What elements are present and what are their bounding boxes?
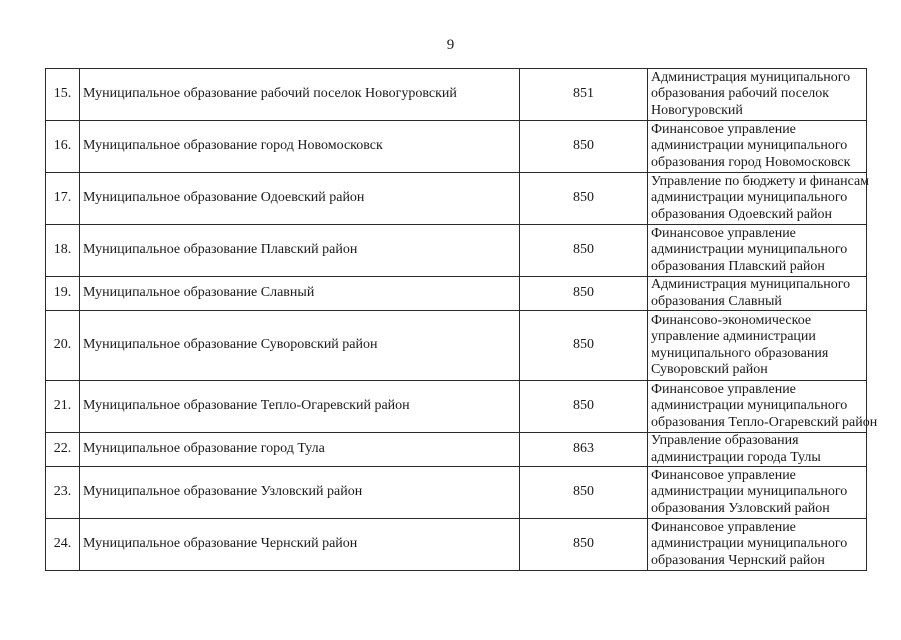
administrator-line: администрации муниципального	[651, 242, 848, 258]
row-number: 15.	[46, 69, 80, 121]
administrator-line: управление администрации	[651, 329, 816, 344]
administrator-line: образования Узловский район	[651, 500, 830, 516]
administrator-name	[648, 173, 870, 225]
administrator-line: Управление по бюджету и финансам	[651, 173, 870, 189]
budget-code: 850	[520, 277, 648, 311]
row-number: 17.	[46, 173, 80, 225]
budget-code: 850	[520, 173, 648, 225]
administrator-line: Суворовский район	[651, 362, 768, 377]
administrator-line: администрации муниципального	[651, 398, 848, 414]
row-number: 24.	[46, 519, 80, 571]
table-row	[46, 173, 867, 225]
administrator-line: Управление образования	[651, 433, 799, 448]
budget-code: 850	[520, 381, 648, 433]
administrator-line: администрации муниципального	[651, 484, 848, 500]
administrator-line: образования рабочий поселок	[651, 86, 830, 102]
administrator-line: Администрация муниципального	[651, 277, 851, 292]
row-number: 22.	[46, 433, 80, 467]
administrator-line: Финансовое управление	[651, 225, 796, 241]
administrator-line: образования Тепло-Огаревский район	[651, 414, 878, 430]
administrator-line: Финансовое управление	[651, 381, 796, 397]
budget-code: 850	[520, 467, 648, 519]
administrator-line: Администрация муниципального	[651, 69, 851, 85]
administrator-name	[648, 519, 867, 571]
administrator-line: Финансовое управление	[651, 467, 796, 483]
municipality-name: Муниципальное образование Плавский район	[80, 225, 520, 277]
administrator-line: муниципального образования	[651, 345, 829, 361]
administrator-line: администрации муниципального	[651, 536, 848, 552]
administrator-line: образования Славный	[651, 293, 782, 309]
row-number: 19.	[46, 277, 80, 311]
administrator-line: администрации муниципального	[651, 190, 848, 206]
budget-code: 863	[520, 433, 648, 467]
administrator-name	[648, 381, 878, 433]
budget-code: 850	[520, 225, 648, 277]
table-row	[46, 519, 867, 571]
municipality-name: Муниципальное образование Суворовский район	[80, 311, 520, 381]
administrator-name	[648, 225, 867, 277]
table-row	[46, 225, 867, 277]
administrator-line: образования Одоевский район	[651, 206, 833, 222]
administrator-line: образования Плавский район	[651, 258, 825, 274]
budget-code: 850	[520, 519, 648, 571]
municipality-name: Муниципальное образование Одоевский район	[80, 173, 520, 225]
row-number: 18.	[46, 225, 80, 277]
administrator-line: образования Чернский район	[651, 552, 825, 568]
table-row	[46, 121, 867, 173]
row-number: 23.	[46, 467, 80, 519]
table-row	[46, 467, 867, 519]
administrator-line: Финансовое управление	[651, 519, 796, 535]
administrator-name	[648, 277, 867, 311]
municipal-register-table	[45, 68, 878, 571]
administrator-line: образования город Новомосковск	[651, 154, 851, 170]
administrator-line: Новогуровский	[651, 102, 743, 118]
municipality-name: Муниципальное образование город Новомосковск	[80, 121, 520, 173]
row-number: 21.	[46, 381, 80, 433]
municipality-name: Муниципальное образование Чернский район	[80, 519, 520, 571]
table-row	[46, 311, 867, 381]
table-row	[46, 277, 867, 311]
administrator-name	[648, 467, 867, 519]
table-row	[46, 381, 867, 433]
administrator-line: администрации муниципального	[651, 138, 848, 154]
administrator-line: Финансово-экономическое	[651, 312, 812, 328]
municipality-name: Муниципальное образование Узловский район	[80, 467, 520, 519]
administrator-line: администрации города Тулы	[651, 449, 821, 465]
budget-code: 851	[520, 69, 648, 121]
municipality-name: Муниципальное образование рабочий поселок Новогуровский	[80, 69, 520, 121]
municipality-name: Муниципальное образование Тепло-Огаревский район	[80, 381, 520, 433]
table-row	[46, 69, 867, 121]
administrator-line: Финансовое управление	[651, 121, 796, 137]
table-row	[46, 433, 867, 467]
administrator-name	[648, 69, 867, 121]
administrator-name	[648, 311, 867, 381]
budget-code: 850	[520, 121, 648, 173]
table-body	[46, 69, 878, 571]
administrator-name	[648, 121, 867, 173]
budget-code: 850	[520, 311, 648, 381]
administrator-name	[648, 433, 867, 467]
municipality-name: Муниципальное образование Славный	[80, 277, 520, 311]
row-number: 20.	[46, 311, 80, 381]
row-number: 16.	[46, 121, 80, 173]
page-number: 9	[446, 37, 455, 53]
municipality-name: Муниципальное образование город Тула	[80, 433, 520, 467]
